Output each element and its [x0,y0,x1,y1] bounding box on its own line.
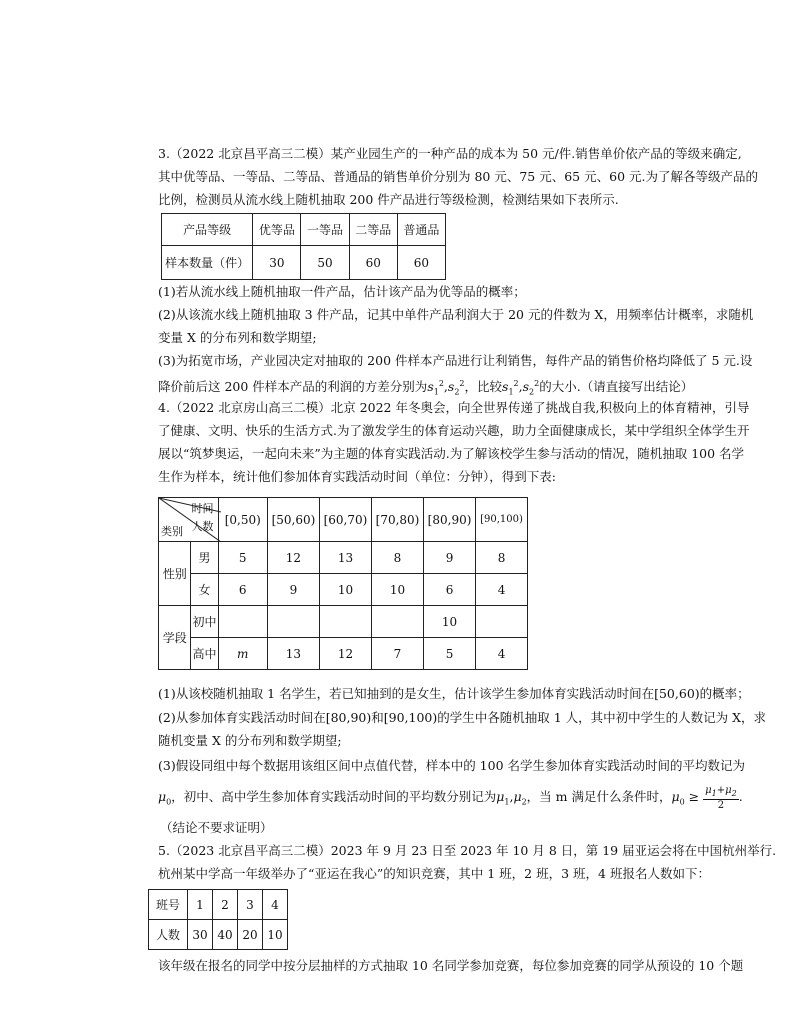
corner-category: 类别 [161,525,183,538]
q3-table [161,213,446,280]
table-cell [267,606,319,638]
interval-header: [90,100) [476,498,528,542]
mu0-symbol: $\mu_0$ [158,789,172,807]
q4-sub-2b: 随机变量 X 的分布列和数学期望; [158,733,342,748]
q5-header: 3 [238,890,263,920]
table-cell: 7 [371,638,423,670]
table-cell: 6 [218,574,267,606]
table-cell: 10 [319,574,371,606]
q5-line-2: 杭州某中学高一年级举办了“亚运在我心”的知识竞赛，其中 1 班，2 班，3 班，4 班报名人数如下： [158,866,710,881]
table-cell: 13 [267,638,319,670]
q4-table [158,497,528,670]
q4-sub-1: (1)从该校随机抽取 1 名学生，若已知抽到的是女生，估计该学生参加体育实践活动时间在[50,60)的概率； [158,686,750,701]
table-cell: 9 [424,542,476,574]
table-cell: 10 [371,574,423,606]
q4-line-2: 了健康、文明、快乐的生活方式.为了激发学生的体育运动兴趣，助力全面健康成长，某中学组织全体学生开 [158,423,750,438]
q4-sub-3b [158,784,743,816]
q5-table [148,889,288,950]
interval-header: [80,90) [424,498,476,542]
table-cell [319,606,371,638]
q5-header-class: 班号 [149,890,188,920]
q4-sub-2a: (2)从参加体育实践活动时间在[80,90)和[90,100)的学生中各随机抽取 1 人，其中初中学生的人数记为 X，求 [158,710,767,725]
q4-line-1: 4.（2022 北京房山高三二模）北京 2022 年冬奥会，向全世界传递了挑战自我,积极向上的体育精神，引导 [158,400,750,415]
q3-header-normal: 普通品 [397,214,445,246]
corner-count: 人数 [191,520,214,533]
q5-cell: 40 [213,920,238,950]
q5-cell: 30 [188,920,213,950]
q5-line-3: 该年级在报名的同学中按分层抽样的方式抽取 10 名同学参加竞赛，每位参加竞赛的同学从预设的 10 个题 [158,958,744,973]
table-cell [371,606,423,638]
variance-symbols-2: $s_1^2,s_2^2$ [502,379,540,397]
table-cell: m [218,638,267,670]
q5-cell: 10 [263,920,288,950]
q5-header: 4 [263,890,288,920]
q3-sub-3b-mid: ，比较 [464,379,503,395]
q5-line-1: 5.（2023 北京昌平高三二模）2023 年 9 月 23 日至 2023 年 10 月 8 日，第 19 届亚运会将在中国杭州举行. [158,843,777,858]
q3-cell: 50 [301,246,349,280]
q3-sub-3a: (3)为拓宽市场，产业园决定对抽取的 200 件样本产品进行让利销售，每件产品的销售价格均降低了 5 元.设 [158,353,753,368]
table-cell: 12 [319,638,371,670]
inequality-formula: $\mu_0$ ≥ $\frac{\mu_1+\mu_2}{2}$ . [671,784,743,811]
q4-sub-3b-mid: ，当 m 满足什么条件时， [526,789,672,804]
q5-header: 2 [213,890,238,920]
table-cell: 10 [424,606,476,638]
q3-header-top: 优等品 [253,214,301,246]
q3-sub-1: (1)若从流水线上随机抽取一件产品，估计该产品为优等品的概率； [158,284,526,299]
table-cell [218,606,267,638]
q4-line-3: 展以“筑梦奥运，一起向未来”为主题的体育实践活动.为了解该校学生参与活动的情况，随机抽取 100 名学 [158,446,745,461]
table-cell: 12 [267,542,319,574]
table-cell: 8 [476,542,528,574]
q5-header: 1 [188,890,213,920]
interval-header: [50,60) [267,498,319,542]
table-cell: 4 [476,638,528,670]
q3-row-label: 样本数量（件） [162,246,253,280]
table-cell: 13 [319,542,371,574]
group-stage: 学段 [159,606,191,670]
q3-header-grade: 产品等级 [162,214,253,246]
table-cell: 8 [371,542,423,574]
table-cell: 9 [267,574,319,606]
q3-line-2: 其中优等品、一等品、二等品、普通品的销售单价分别为 80 元、75 元、65 元、60 元.为了解各等级产品的 [158,169,758,184]
variance-symbols: $s_1^2,s_2^2$ [427,379,465,397]
q3-header-first: 一等品 [301,214,349,246]
q3-cell: 60 [349,246,397,280]
q3-header-second: 二等品 [349,214,397,246]
q3-sub-2b: 变量 X 的分布列和数学期望; [158,330,317,345]
q3-sub-2a: (2)从该流水线上随机抽取 3 件产品，记其中单件产品利润大于 20 元的件数为 X，用频率估计概率，求随机 [158,307,754,322]
q4-line-4: 生作为样本，统计他们参加体育实践活动时间（单位：分钟），得到下表: [158,469,556,484]
q3-line-1: 3.（2022 北京昌平高三二模）某产业园生产的一种产品的成本为 50 元/件.销售单价依产品的等级来确定, [158,146,742,161]
row-label-senior: 高中 [191,638,218,670]
q4-sub-3a: (3)假设同组中每个数据用该组区间中点值代替，样本中的 100 名学生参加体育实践活动时间的平均数记为 [158,758,746,773]
table-cell: 6 [424,574,476,606]
q3-line-3: 比例，检测员从流水线上随机抽取 200 件产品进行等级检测，检测结果如下表所示. [158,192,619,207]
table-cell: 5 [424,638,476,670]
mu1-mu2-symbols: $\mu_1,\mu_2$ [496,789,527,807]
q3-sub-3b-pre: 降价前后这 200 件样本产品的利润的方差分别为 [158,379,428,395]
interval-header: [0,50) [218,498,267,542]
q3-sub-3b-post: 的大小.（请直接写出结论） [539,379,694,395]
row-label-male: 男 [191,542,218,574]
row-label-junior: 初中 [191,606,218,638]
interval-header: [60,70) [319,498,371,542]
q3-cell: 30 [253,246,301,280]
q5-row-label: 人数 [149,920,188,950]
corner-time: 时间 [191,502,214,515]
table-cell: 4 [476,574,528,606]
q4-sub-3c: （结论不要求证明） [160,820,273,835]
table-cell [476,606,528,638]
row-label-female: 女 [191,574,218,606]
q4-corner-cell [159,498,219,542]
q3-cell: 60 [397,246,445,280]
interval-header: [70,80) [371,498,423,542]
q5-cell: 20 [238,920,263,950]
q4-sub-3b-pre: ，初中、高中学生参加体育实践活动时间的平均数分别记为 [171,789,497,804]
table-cell: 5 [218,542,267,574]
group-gender: 性别 [159,542,191,606]
